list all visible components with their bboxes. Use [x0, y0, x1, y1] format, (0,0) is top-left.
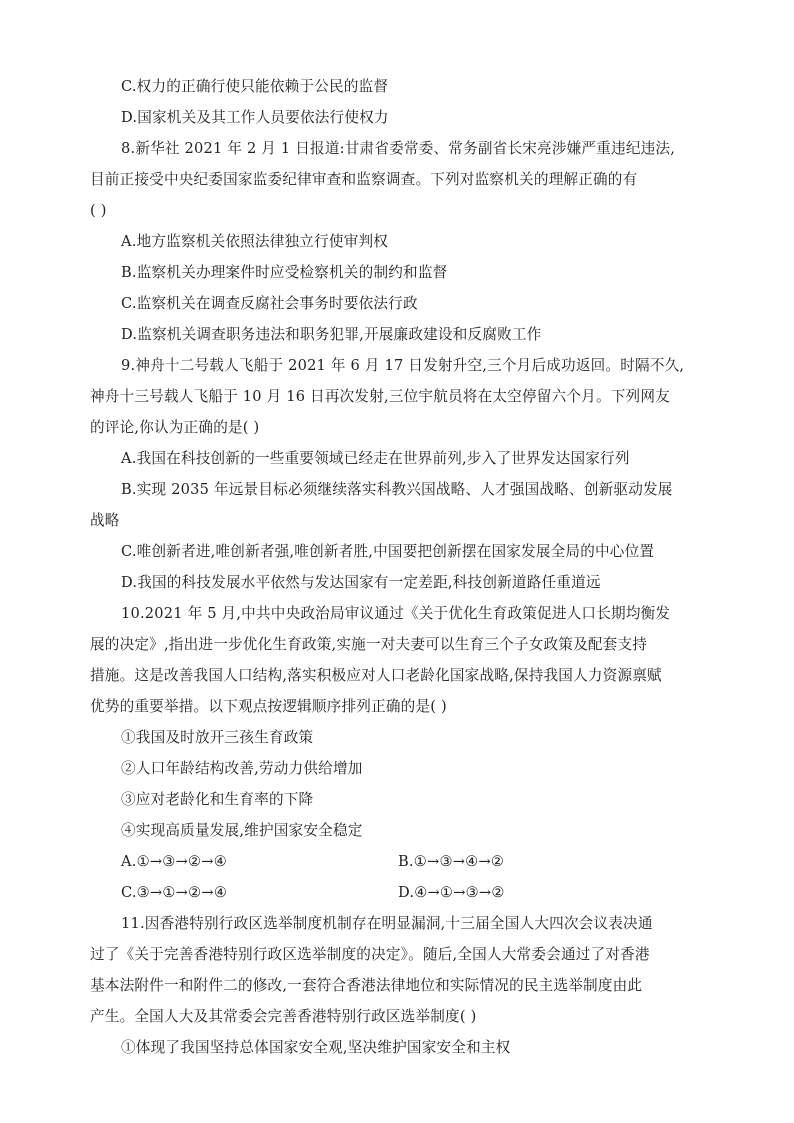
q7-option-d: D.国家机关及其工作人员要依法行使权力	[121, 109, 389, 126]
q9-option-d: D.我国的科技发展水平依然与发达国家有一定差距,科技创新道路任重道远	[121, 574, 601, 591]
q11-statement-1: ①体现了我国坚持总体国家安全观,坚决维护国家安全和主权	[121, 1039, 511, 1056]
q10-statement-4: ④实现高质量发展,维护国家安全稳定	[121, 822, 363, 839]
q11-stem-line-3: 基本法附件一和附件二的修改,一套符合香港法律地位和实际情况的民主选举制度由此	[90, 977, 643, 994]
q8-option-b: B.监察机关办理案件时应受检察机关的制约和监督	[121, 264, 448, 281]
q9-option-a: A.我国在科技创新的一些重要领域已经走在世界前列,步入了世界发达国家行列	[121, 450, 630, 467]
q9-option-b-line-2: 战略	[90, 512, 120, 529]
q10-option-d: D.④→①→③→②	[398, 884, 505, 901]
q10-option-c: C.③→①→②→④	[121, 884, 228, 901]
q7-option-c: C.权力的正确行使只能依赖于公民的监督	[121, 78, 389, 95]
q9-stem-line-2: 神舟十三号载人飞船于 10 月 16 日再次发射,三位宇航员将在太空停留六个月。下列网友	[90, 388, 670, 405]
q10-option-a: A.①→③→②→④	[121, 853, 227, 870]
q9-option-b-line-1: B.实现 2035 年远景目标必须继续落实科教兴国战略、人才强国战略、创新驱动发展	[121, 481, 673, 498]
q10-option-b: B.①→③→④→②	[398, 853, 505, 870]
q8-stem-line-2: 目前正接受中央纪委国家监委纪律审查和监察调查。下列对监察机关的理解正确的有	[90, 171, 638, 188]
q10-statement-1: ①我国及时放开三孩生育政策	[121, 729, 314, 746]
q8-option-d: D.监察机关调查职务违法和职务犯罪,开展廉政建设和反腐败工作	[121, 326, 542, 343]
q11-stem-line-2: 过了《关于完善香港特别行政区选举制度的决定》。随后,全国人大常委会通过了对香港	[90, 946, 650, 963]
q10-stem-line-4: 优势的重要举措。以下观点按逻辑顺序排列正确的是( )	[90, 698, 447, 715]
q8-option-a: A.地方监察机关依照法律独立行使审判权	[121, 233, 389, 250]
q10-stem-line-2: 展的决定》,指出进一步优化生育政策,实施一对夫妻可以生育三个子女政策及配套支持	[90, 636, 648, 653]
q11-stem-line-1: 11.因香港特别行政区选举制度机制存在明显漏洞,十三届全国人大四次会议表决通	[121, 915, 653, 932]
q10-stem-line-3: 措施。这是改善我国人口结构,落实积极应对人口老龄化国家战略,保持我国人力资源禀赋	[90, 667, 662, 684]
q9-option-c: C.唯创新者进,唯创新者强,唯创新者胜,中国要把创新摆在国家发展全局的中心位置	[121, 543, 655, 560]
q11-stem-line-4: 产生。全国人大及其常委会完善香港特别行政区选举制度( )	[90, 1008, 477, 1025]
q10-statement-3: ③应对老龄化和生育率的下降	[121, 791, 314, 808]
q9-stem-line-1: 9.神舟十二号载人飞船于 2021 年 6 月 17 日发射升空,三个月后成功返回。时隔不久,	[121, 357, 685, 374]
q8-stem-line-3: ( )	[90, 202, 107, 219]
q10-stem-line-1: 10.2021 年 5 月,中共中央政治局审议通过《关于优化生育政策促进人口长期均衡发	[121, 605, 671, 622]
q8-stem-line-1: 8.新华社 2021 年 2 月 1 日报道:甘肃省委常委、常务副省长宋亮涉嫌严重违纪违法,	[121, 140, 676, 157]
q8-option-c: C.监察机关在调查反腐社会事务时要依法行政	[121, 295, 418, 312]
q10-statement-2: ②人口年龄结构改善,劳动力供给增加	[121, 760, 363, 777]
q9-stem-line-3: 的评论,你认为正确的是( )	[90, 419, 260, 436]
